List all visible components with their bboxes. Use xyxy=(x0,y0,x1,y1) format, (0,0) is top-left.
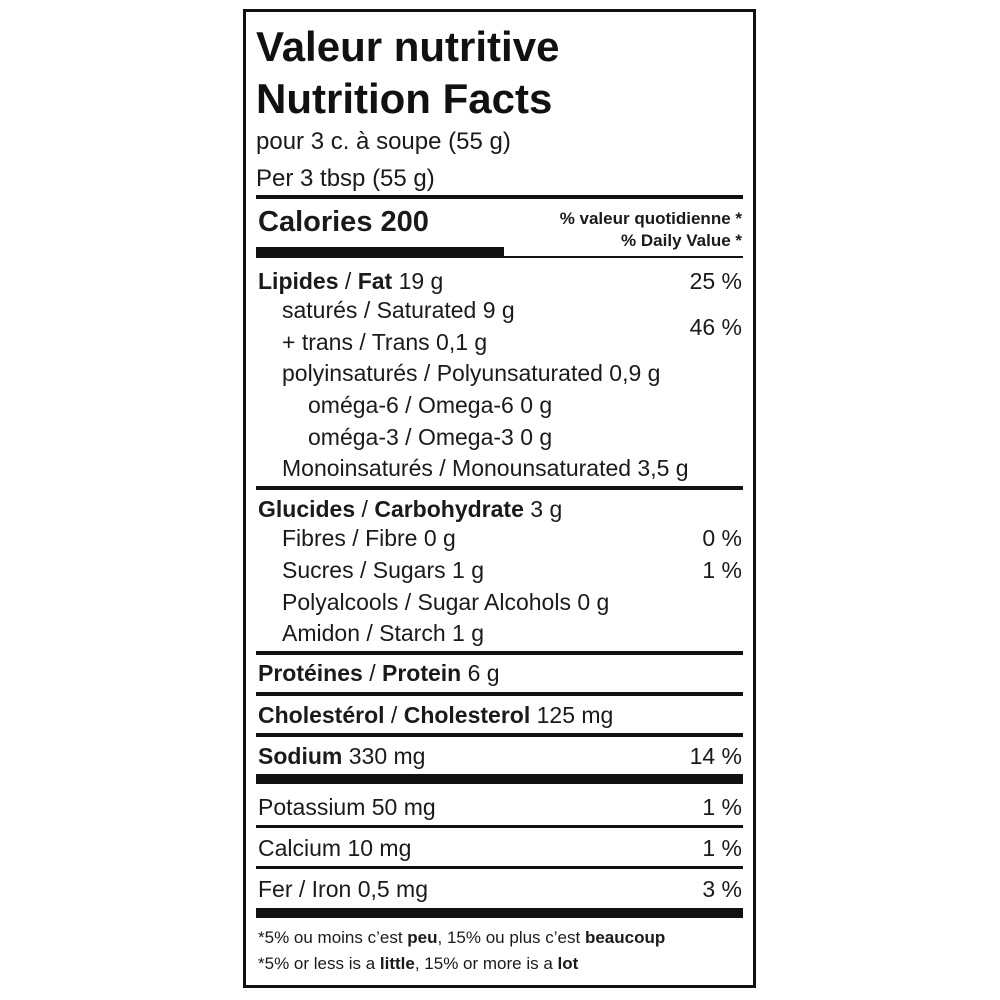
daily-value-header-fr: % valeur quotidienne * xyxy=(559,209,742,228)
carb-label-en: Carbohydrate xyxy=(374,496,524,522)
potassium-text: Potassium 50 mg xyxy=(258,794,436,820)
footnote-en xyxy=(258,955,578,972)
fat-sep: / xyxy=(338,268,358,294)
protein-amount: 6 g xyxy=(461,660,500,686)
cholesterol-amount: 125 mg xyxy=(530,702,614,728)
carb-section-rule xyxy=(256,651,743,655)
fat-label-en: Fat xyxy=(357,268,393,294)
protein-row xyxy=(258,660,742,686)
protein-label-fr: Protéines xyxy=(258,660,363,686)
title-en: Nutrition Facts xyxy=(256,75,553,122)
potassium-dv: 1 % xyxy=(702,794,742,820)
margin-mark xyxy=(243,784,246,818)
carb-amount: 3 g xyxy=(523,496,563,522)
saturated-text: saturés / Saturated 9 g xyxy=(282,297,515,323)
footnote-fr-bold: peu xyxy=(407,928,438,947)
carb-row xyxy=(258,496,742,522)
starch-row xyxy=(258,620,742,646)
footnote-fr-part: , 15% ou plus c’est xyxy=(437,928,585,947)
cholesterol-row xyxy=(258,702,742,728)
fat-row xyxy=(258,268,742,294)
carb-label-fr: Glucides xyxy=(258,496,356,522)
carb-sep: / xyxy=(355,496,375,522)
footnote-fr-part: *5% ou moins c’est xyxy=(258,928,408,947)
footnote-fr xyxy=(258,929,665,946)
serving-size-en: Per 3 tbsp (55 g) xyxy=(256,165,435,192)
polyols-text: Polyalcools / Sugar Alcohols 0 g xyxy=(282,589,610,615)
calcium-row xyxy=(258,835,742,861)
cholesterol-label-fr: Cholestérol xyxy=(258,702,385,728)
trans-text: + trans / Trans 0,1 g xyxy=(282,329,488,355)
omega6-row xyxy=(258,392,742,418)
mono-text: Monoinsaturés / Monounsaturated 3,5 g xyxy=(282,455,689,481)
iron-row xyxy=(258,876,742,902)
calcium-dv: 1 % xyxy=(702,835,742,861)
sodium-dv: 14 % xyxy=(689,743,742,769)
margin-mark xyxy=(243,928,246,988)
footnote-en-bold: lot xyxy=(557,954,579,973)
sugars-row xyxy=(258,557,742,583)
fat-amount: 19 g xyxy=(392,268,444,294)
iron-text: Fer / Iron 0,5 mg xyxy=(258,876,429,902)
iron-thick-rule xyxy=(256,908,743,918)
fibre-text: Fibres / Fibre 0 g xyxy=(282,525,456,551)
omega3-text: oméga-3 / Omega-3 0 g xyxy=(308,424,553,450)
cholesterol-label-en: Cholesterol xyxy=(403,702,531,728)
calcium-text: Calcium 10 mg xyxy=(258,835,412,861)
sat-trans-dv: 46 % xyxy=(689,314,742,340)
calories-line xyxy=(258,208,429,237)
daily-value-header-en: % Daily Value * xyxy=(621,231,742,250)
fat-section-rule xyxy=(256,486,743,490)
omega3-row xyxy=(258,424,742,450)
iron-dv: 3 % xyxy=(702,876,742,902)
sodium-amount: 330 mg xyxy=(342,743,426,769)
cholesterol-sep: / xyxy=(384,702,404,728)
sodium-label: Sodium xyxy=(258,743,343,769)
potassium-rule xyxy=(256,825,743,828)
footnote-fr-bold: beaucoup xyxy=(584,928,666,947)
cholesterol-rule xyxy=(256,733,743,737)
calories-thin-rule xyxy=(256,256,743,258)
sat-trans-dv-row xyxy=(258,314,742,340)
fat-label-fr: Lipides xyxy=(258,268,339,294)
mono-row xyxy=(258,455,742,481)
protein-sep: / xyxy=(362,660,382,686)
sugars-dv: 1 % xyxy=(702,557,742,583)
starch-text: Amidon / Starch 1 g xyxy=(282,620,484,646)
footnote-en-part: , 15% or more is a xyxy=(414,954,558,973)
omega6-text: oméga-6 / Omega-6 0 g xyxy=(308,392,553,418)
serving-size-fr: pour 3 c. à soupe (55 g) xyxy=(256,128,511,155)
calories-value: 200 xyxy=(380,206,429,238)
polyols-row xyxy=(258,589,742,615)
footnote-en-bold: little xyxy=(379,954,415,973)
sodium-thick-rule xyxy=(256,774,743,784)
calories-label: Calories xyxy=(258,206,373,238)
margin-mark xyxy=(243,622,246,650)
serving-rule xyxy=(256,195,743,199)
poly-text: polyinsaturés / Polyunsaturated 0,9 g xyxy=(282,360,661,386)
fibre-row xyxy=(258,525,742,551)
footnote-en-part: *5% or less is a xyxy=(258,954,380,973)
protein-label-en: Protein xyxy=(382,660,462,686)
fat-dv: 25 % xyxy=(689,268,742,294)
protein-rule xyxy=(256,692,743,696)
sugars-text: Sucres / Sugars 1 g xyxy=(282,557,484,583)
poly-row xyxy=(258,360,742,386)
title-fr: Valeur nutritive xyxy=(256,23,560,70)
fibre-dv: 0 % xyxy=(702,525,742,551)
calcium-rule xyxy=(256,866,743,869)
sodium-row xyxy=(258,743,742,769)
potassium-row xyxy=(258,794,742,820)
